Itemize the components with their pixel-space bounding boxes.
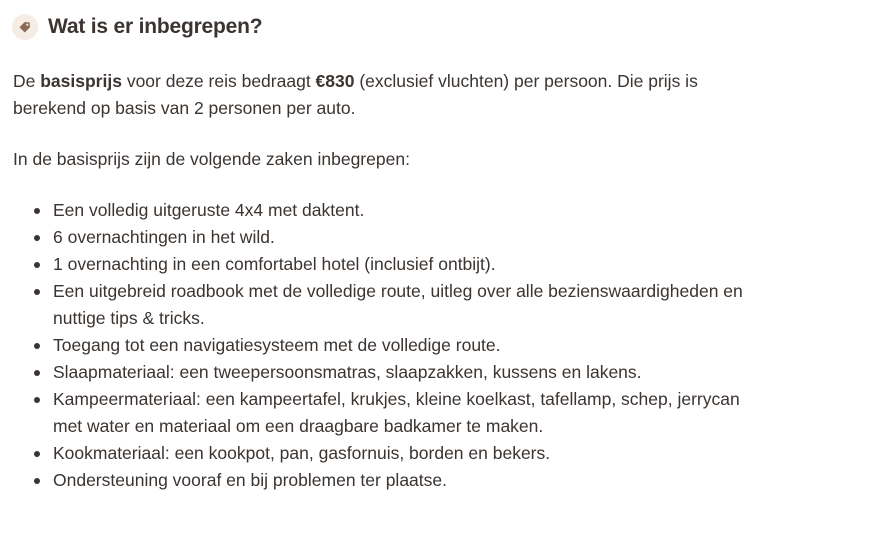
intro-paragraph (13, 68, 753, 122)
list-item: Ondersteuning vooraf en bij problemen ter plaatse. (13, 467, 773, 494)
list-item: Toegang tot een navigatiesysteem met de volledige route. (13, 332, 773, 359)
intro-text: (exclusief vluchten) per persoon. Die prijs is berekend op basis van 2 personen per auto. (13, 71, 698, 118)
section-header (12, 14, 262, 40)
list-item: Kampeermateriaal: een kampeertafel, krukjes, kleine koelkast, tafellamp, schep, jerrycan met water en materiaal om een draagbare badkamer te maken. (13, 386, 773, 440)
intro-bold-basisprijs: basisprijs (40, 71, 122, 91)
list-item: 6 overnachtingen in het wild. (13, 224, 773, 251)
included-list (13, 197, 773, 494)
list-item: Slaapmateriaal: een tweepersoonsmatras, slaapzakken, kussens en lakens. (13, 359, 773, 386)
section-title: Wat is er inbegrepen? (48, 15, 263, 38)
price-tag-icon (12, 14, 38, 40)
list-item: Kookmateriaal: een kookpot, pan, gasfornuis, borden en bekers. (13, 440, 773, 467)
list-item: 1 overnachting in een comfortabel hotel (inclusief ontbijt). (13, 251, 773, 278)
intro-text: voor deze reis bedraagt (121, 71, 316, 91)
list-item: Een volledig uitgeruste 4x4 met daktent. (13, 197, 773, 224)
list-item: Een uitgebreid roadbook met de volledige route, uitleg over alle bezienswaardigheden en nuttige tips & tricks. (13, 278, 773, 332)
lead-paragraph: In de basisprijs zijn de volgende zaken inbegrepen: (13, 149, 410, 169)
intro-text: De (13, 71, 41, 91)
price-value: €830 (315, 71, 355, 91)
